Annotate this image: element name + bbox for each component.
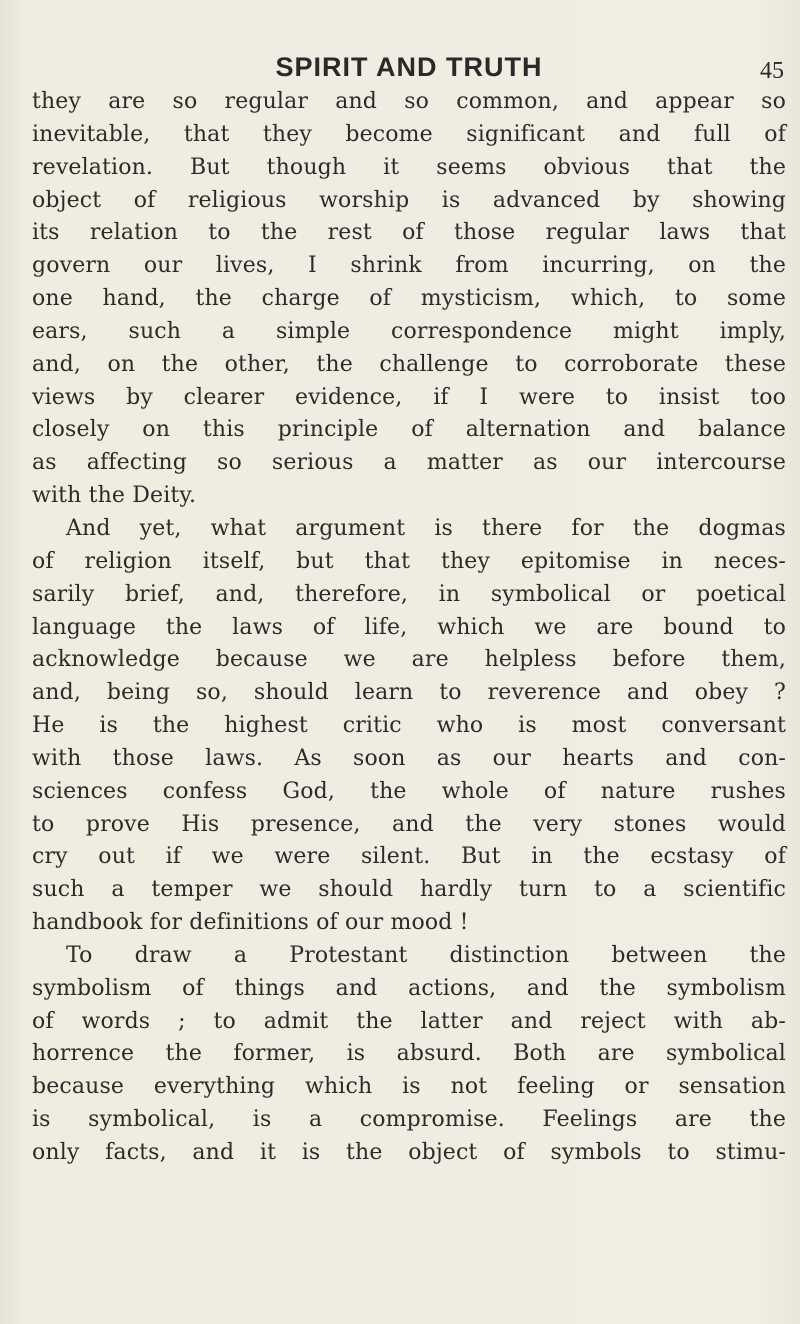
text-line: acknowledge because we are helpless before them,: [32, 647, 786, 673]
text-line: views by clearer evidence, if I were to insist too: [32, 384, 786, 410]
text-line: object of religious worship is advanced by showing: [32, 187, 786, 213]
text-line: of words ; to admit the latter and reject with ab-: [32, 1008, 786, 1034]
text-line: its relation to the rest of those regular laws that: [32, 220, 786, 246]
text-line: and, being so, should learn to reverence and obey ?: [32, 680, 786, 706]
text-line: He is the highest critic who is most conversant: [32, 713, 786, 739]
text-line: cry out if we were silent. But in the ecstasy of: [32, 844, 786, 870]
text-line: revelation. But though it seems obvious that the: [32, 154, 786, 180]
text-line: with the Deity.: [32, 483, 197, 509]
text-line: To draw a Protestant distinction between the: [66, 942, 786, 968]
text-line: inevitable, that they become significant and full of: [32, 121, 786, 147]
text-line: because everything which is not feeling or sensation: [32, 1074, 786, 1100]
body-text: [32, 86, 786, 1170]
text-line: one hand, the charge of mysticism, which, to some: [32, 286, 786, 312]
text-line: sciences confess God, the whole of nature rushes: [32, 778, 786, 804]
text-line: handbook for definitions of our mood !: [32, 910, 469, 936]
text-line: symbolism of things and actions, and the symbolism: [32, 975, 786, 1001]
text-line: closely on this principle of alternation and balance: [32, 417, 786, 443]
running-title: SPIRIT AND TRUTH: [275, 52, 543, 82]
text-line: to prove His presence, and the very stones would: [32, 811, 786, 837]
text-line: horrence the former, is absurd. Both are symbolical: [32, 1041, 786, 1067]
text-line: language the laws of life, which we are bound to: [32, 614, 786, 640]
text-line: of religion itself, but that they epitomise in neces-: [32, 548, 786, 574]
text-line: ears, such a simple correspondence might imply,: [32, 318, 786, 344]
text-line: only facts, and it is the object of symbols to stimu-: [32, 1140, 786, 1165]
text-line: is symbolical, is a compromise. Feelings are the: [32, 1107, 786, 1133]
text-line: with those laws. As soon as our hearts and con-: [32, 745, 786, 771]
text-line: sarily brief, and, therefore, in symbolical or poetical: [32, 581, 786, 607]
page-number: 45: [760, 58, 784, 84]
text-line: govern our lives, I shrink from incurring, on the: [32, 253, 786, 279]
text-line: they are so regular and so common, and appear so: [32, 89, 786, 114]
text-line: such a temper we should hardly turn to a scientific: [32, 877, 786, 903]
text-line: as affecting so serious a matter as our intercourse: [32, 450, 786, 476]
text-line: And yet, what argument is there for the dogmas: [66, 515, 786, 541]
text-line: and, on the other, the challenge to corroborate these: [32, 351, 786, 377]
